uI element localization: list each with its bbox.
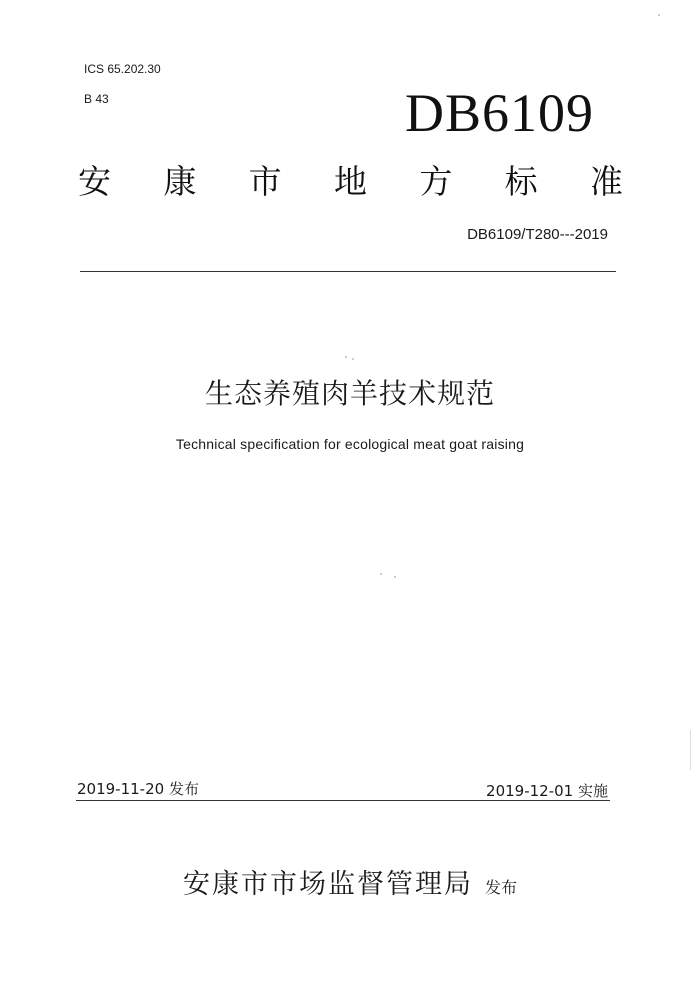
standard-code: DB6109: [404, 83, 594, 143]
heading-char: 标: [504, 162, 538, 201]
scan-speck: [394, 576, 396, 578]
issuer-organization: 安康市市场监督管理局: [182, 869, 473, 900]
top-divider: [80, 271, 616, 272]
heading-char: 地: [333, 162, 367, 201]
issue-date: 2019-11-20 发布: [77, 780, 199, 798]
scan-speck: [380, 573, 382, 575]
publish-label: 发布: [484, 878, 517, 897]
bottom-divider: [76, 800, 610, 801]
scan-speck: [658, 14, 660, 16]
title-english: Technical specification for ecological meat goat raising: [175, 436, 525, 452]
implementation-date: 2019-12-01 实施: [486, 782, 608, 800]
ics-code: ICS 65.202.30: [84, 62, 161, 76]
heading-char: 方: [419, 162, 453, 201]
title-chinese: 生态养殖肉羊技术规范: [204, 377, 495, 410]
issuer-line: [0, 862, 700, 901]
scan-edge-mark: [690, 730, 691, 770]
scan-speck: [352, 358, 354, 360]
heading-char: 准: [589, 162, 623, 201]
heading-char: 安: [78, 162, 111, 201]
heading-char: 康: [163, 162, 197, 201]
classification-code: B 43: [84, 92, 109, 106]
heading-char: 市: [248, 162, 282, 201]
standard-number: DB6109/T280---2019: [467, 226, 608, 243]
scan-speck: [345, 356, 347, 358]
local-standard-heading: [78, 156, 623, 203]
